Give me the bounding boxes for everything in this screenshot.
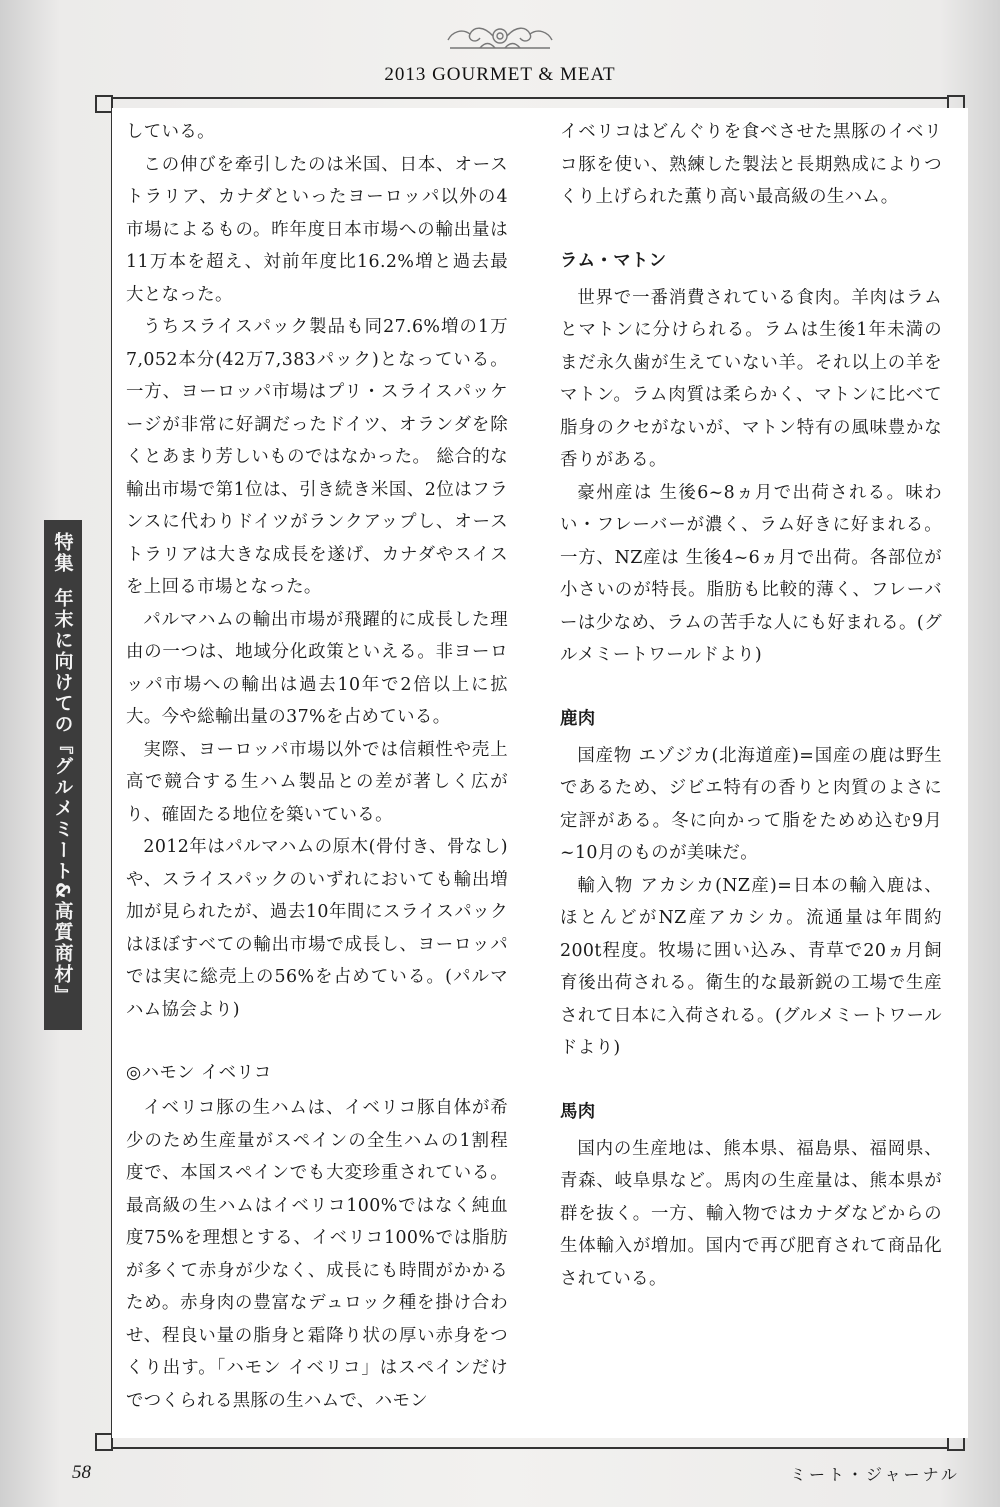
paragraph: 世界で一番消費されている食肉。羊肉はラムとマトンに分けられる。ラムは生後1年未満のまだ永久歯が生えていない羊。それ以上の羊をマトン。ラム肉質は柔らかく、マトンに比べて脂身のクセがないが、マトン特有の風味豊かな香りがある。 <box>560 287 942 470</box>
magazine-name: ミート・ジャーナル <box>790 1465 960 1484</box>
page-number: 58 <box>72 1462 91 1483</box>
paragraph: パルマハムの輸出市場が飛躍的に成長した理由の一つは、地域分化政策といえる。非ヨーロッパ市場への輸出は過去10年で2倍以上に拡大。今や総輸出量の37%を占めている。 <box>126 609 508 727</box>
paragraph: 国産物 エゾジカ(北海道産)=国産の鹿は野生であるため、ジビエ特有の香りと肉質のよさに定評がある。冬に向かって脂をためめ込む9月~10月のものが美味だ。 <box>560 745 942 863</box>
paragraph: うちスライスパック製品も同27.6%増の1万7,052本分(42万7,383パック)となっている。一方、ヨーロッパ市場はプリ・スライスパッケージが非常に好調だったドイツ、オランダを除くとあまり芳しいものではなかった。 総合的な輸出市場で第1位は、引き続き米国、2位はフランスに代わりドイツがランクアップし、オーストラリアは大きな成長を遂げ、カナダやスイスを上回る市場となった。 <box>126 317 508 597</box>
paragraph: している。 <box>126 122 215 142</box>
feature-side-tab <box>44 520 82 1030</box>
flourish-ornament-icon <box>440 18 560 58</box>
section-heading-horse: 馬肉 <box>560 1101 596 1122</box>
left-column <box>126 116 508 1417</box>
right-column <box>560 116 942 1295</box>
paragraph: 豪州産は 生後6~8ヵ月で出荷される。味わい・フレーバーが濃く、ラム好きに好まれる。一方、NZ産は 生後4~6ヵ月で出荷。各部位が小さいのが特長。脂肪も比較的薄く、フレーバーは少なめ、ラムの苦手な人にも好まれる。(グルメミートワールドより) <box>560 482 942 665</box>
paragraph: 輸入物 アカシカ(NZ産)=日本の輸入鹿は、ほとんどがNZ産アカシカ。流通量は年間約200t程度。牧場に囲い込み、青草で20ヵ月飼育後出荷される。衛生的な最新鋭の工場で生産されて日本に入荷される。(グルメミートワールドより) <box>560 875 942 1058</box>
feature-label: 特集 <box>51 532 74 574</box>
paragraph: 2012年はパルマハムの原木(骨付き、骨なし)や、スライスパックのいずれにおいても輸出増加が見られたが、過去10年間にスライスパックはほぼすべての輸出市場で成長し、ヨーロッパでは実に総売上の56%を占めている。(パルマハム協会より) <box>126 837 508 1020</box>
feature-title: 年末に向けての『グルメミート&高質商材』 <box>51 588 74 1006</box>
article-body <box>112 108 968 1438</box>
running-header-title: 2013 GOURMET & MEAT <box>384 64 616 85</box>
section-heading-lamb-mutton: ラム・マトン <box>560 250 667 271</box>
paragraph: イベリコはどんぐりを食べさせた黒豚のイベリコ豚を使い、熟練した製法と長期熟成によりつくり上げられた薫り高い最高級の生ハム。 <box>560 122 942 207</box>
paragraph: イベリコ豚の生ハムは、イベリコ豚自体が希少のため生産量がスペインの全生ハムの1割程度で、本国スペインでも大変珍重されている。最高級の生ハムはイベリコ100%ではなく純血度75%を理想とする、イベリコ100%では脂肪が多くて赤身が少なく、成長にも時間がかかるため。赤身肉の豊富なデュロック種を掛け合わせ、程良い量の脂身と霜降り状の厚い赤身をつくり出す。「ハモン イベリコ」はスペインだけでつくられる黒豚の生ハムで、ハモン <box>126 1098 508 1411</box>
paragraph: 実際、ヨーロッパ市場以外では信頼性や売上高で競合する生ハム製品との差が著しく広がり、確固たる地位を築いている。 <box>126 739 508 825</box>
section-heading-jamon-iberico: ◎ハモン イベリコ <box>126 1063 272 1083</box>
paragraph: この伸びを牽引したのは米国、日本、オーストラリア、カナダといったヨーロッパ以外の4市場によるもの。昨年度日本市場への輸出量は11万本を超え、対前年度比16.2%増と過去最大となった。 <box>126 154 508 305</box>
paragraph: 国内の生産地は、熊本県、福島県、福岡県、青森、岐阜県など。馬肉の生産量は、熊本県が群を抜く。一方、輸入物ではカナダなどからの生体輸入が増加。国内で再び肥育されて商品化されている。 <box>560 1138 942 1289</box>
section-heading-venison: 鹿肉 <box>560 708 596 729</box>
